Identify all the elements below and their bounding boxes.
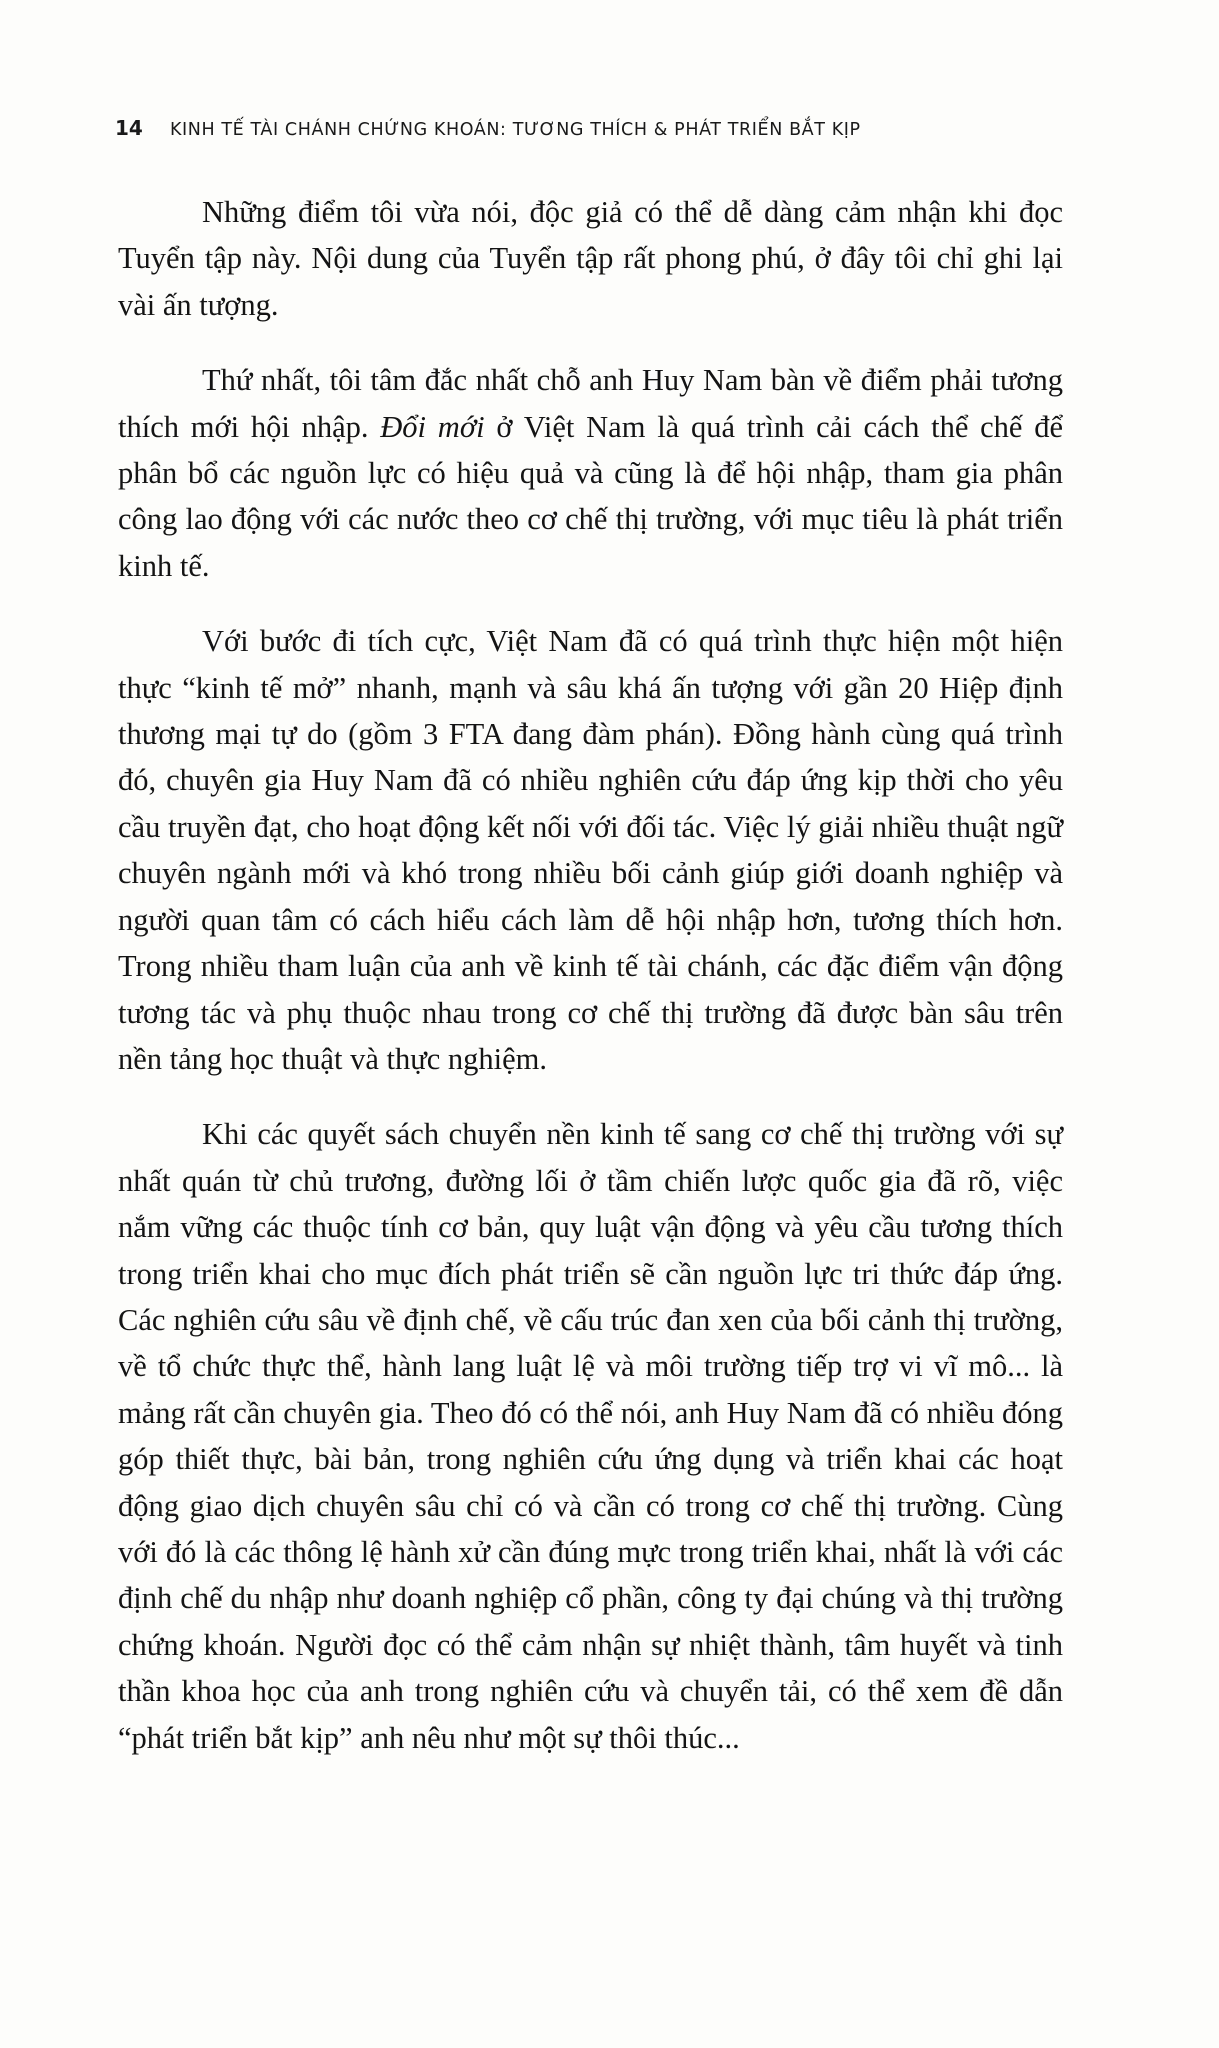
paragraph-intro: Những điểm tôi vừa nói, độc giả có thể dễ dàng cảm nhận khi đọc Tuyển tập này. Nội dung của Tuyển tập rất phong phú, ở đây tôi chỉ ghi lại vài ấn tượng. <box>118 195 1063 322</box>
paragraph-text-end: ở Việt Nam là quá trình cải cách thể chế để phân bổ các nguồn lực có hiệu quả và cũng là để hội nhập, tham gia phân công lao động với các nước theo cơ chế thị trường, với mục tiêu là phát triển kinh tế. <box>118 409 1064 583</box>
page-number: 14 <box>115 116 143 140</box>
paragraph-market-mechanism: Khi các quyết sách chuyển nền kinh tế sang cơ chế thị trường với sự nhất quán từ chủ trương, đường lối ở tầm chiến lược quốc gia đã rõ, việc nắm vững các thuộc tính cơ bản, quy luật vận động và yêu cầu tương thích trong triển khai cho mục đích phát triển sẽ cần nguồn lực tri thức đáp ứng. Các nghiên cứu sâu về định chế, về cấu trúc đan xen của bối cảnh thị trường, về tổ chức thực thể, hành lang luật lệ và môi trường tiếp trợ vi vĩ mô... là mảng rất cần chuyên gia. Theo đó có thể nói, anh Huy Nam đã có nhiều đóng góp thiết thực, bài bản, trong nghiên cứu ứng dụng và triển khai các hoạt động giao dịch chuyên sâu chỉ có và cần có trong cơ chế thị trường. Cùng với đó là các thông lệ hành xử cần đúng mực trong triển khai, nhất là với các định chế du nhập như doanh nghiệp cổ phần, công ty đại chúng và thị trường chứng khoán. Người đọc có thể cảm nhận sự nhiệt thành, tâm huyết và tinh thần khoa học của anh trong nghiên cứu và chuyển tải, có thể xem đề dẫn “phát triển bắt kịp” anh nêu như một sự thôi thúc... <box>118 1117 1063 1755</box>
paragraph-text-start: Thứ nhất, tôi tâm đắc nhất chỗ anh Huy Nam bàn về điểm phải tương thích mới hội nhập. <box>118 363 1063 444</box>
running-title: KINH TẾ TÀI CHÁNH CHỨNG KHOÁN: TƯƠNG THÍCH & PHÁT TRIỂN BẮT KỊP <box>169 120 861 140</box>
paragraph-open-economy: Với bước đi tích cực, Việt Nam đã có quá trình thực hiện một hiện thực “kinh tế mở” nhanh, mạnh và sâu khá ấn tượng với gần 20 Hiệp định thương mại tự do (gồm 3 FTA đang đàm phán). Đồng hành cùng quá trình đó, chuyên gia Huy Nam đã có nhiều nghiên cứu đáp ứng kịp thời cho yêu cầu truyền đạt, cho hoạt động kết nối với đối tác. Việc lý giải nhiều thuật ngữ chuyên ngành mới và khó trong nhiều bối cảnh giúp giới doanh nghiệp và người quan tâm có cách hiểu cách làm dễ hội nhập hơn, tương thích hơn. Trong nhiều tham luận của anh về kinh tế tài chánh, các đặc điểm vận động tương tác và phụ thuộc nhau trong cơ chế thị trường đã được bàn sâu trên nền tảng học thuật và thực nghiệm. <box>118 624 1063 1076</box>
running-header <box>115 116 1115 152</box>
body-text <box>118 189 1063 1790</box>
paragraph-first-point <box>118 357 1063 589</box>
italic-term-doi-moi: Đổi mới <box>380 409 485 444</box>
